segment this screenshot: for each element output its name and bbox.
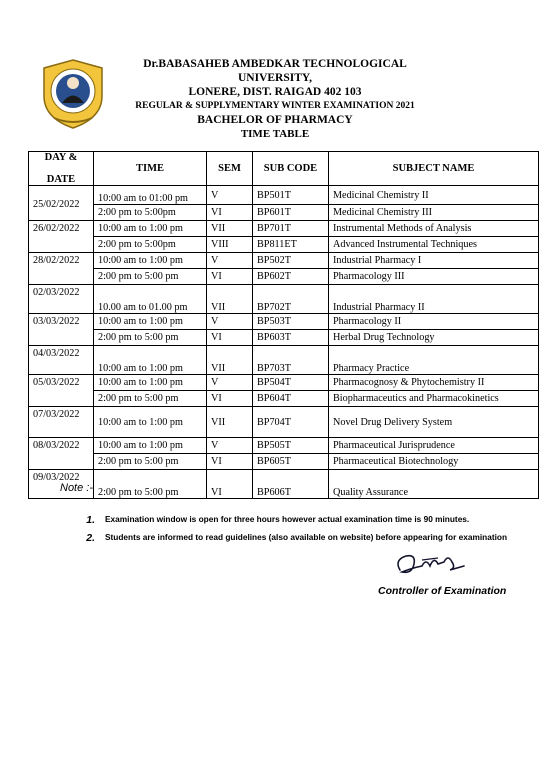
sem-cell: VI [207, 330, 253, 346]
date-cell: 25/02/2022 [29, 186, 94, 221]
table-row [29, 407, 539, 438]
sem-cell: VII [207, 285, 253, 314]
university-seal-icon [38, 58, 108, 130]
note-item [60, 532, 540, 544]
table-row [29, 186, 539, 205]
code-cell: BP604T [253, 391, 329, 407]
sem-cell: VII [207, 407, 253, 438]
code-cell: BP501T [253, 186, 329, 205]
time-cell: 10:00 am to 1:00 pm [94, 221, 207, 237]
date-cell: 05/03/2022 [29, 375, 94, 407]
code-cell: BP702T [253, 285, 329, 314]
date-cell: 02/03/2022 [29, 285, 94, 314]
subject-cell: Pharmacology III [329, 269, 539, 285]
date-cell: 04/03/2022 [29, 346, 94, 375]
document-header [110, 57, 440, 141]
table-row [29, 391, 539, 407]
subject-cell: Industrial Pharmacy II [329, 285, 539, 314]
code-cell: BP703T [253, 346, 329, 375]
date-cell: 07/03/2022 [29, 407, 94, 438]
signatory-title: Controller of Examination [378, 585, 507, 597]
exam-name: REGULAR & SUPPLYMENTARY WINTER EXAMINATION 2021 [135, 101, 415, 111]
code-cell: BP602T [253, 269, 329, 285]
sem-cell: V [207, 438, 253, 454]
code-cell: BP503T [253, 314, 329, 330]
code-cell: BP603T [253, 330, 329, 346]
note-item [60, 514, 540, 526]
sem-cell: V [207, 375, 253, 391]
table-row [29, 375, 539, 391]
subject-cell: Pharmacology II [329, 314, 539, 330]
header-sem: SEM [207, 152, 253, 186]
code-cell: BP605T [253, 454, 329, 470]
time-cell: 2:00 pm to 5:00 pm [94, 391, 207, 407]
university-address: LONERE, DIST. RAIGAD 402 103 [188, 86, 362, 98]
sem-cell: V [207, 186, 253, 205]
time-cell: 10:00 am to 1:00 pm [94, 346, 207, 375]
sem-cell: VI [207, 454, 253, 470]
timetable [28, 151, 539, 499]
table-row [29, 285, 539, 314]
university-name: Dr.BABASAHEB AMBEDKAR TECHNOLOGICAL UNIVERSITY, [143, 58, 407, 84]
subject-cell: Biopharmaceutics and Pharmacokinetics [329, 391, 539, 407]
table-row [29, 314, 539, 330]
course-name: BACHELOR OF PHARMACY [197, 114, 353, 126]
date-cell: 08/03/2022 [29, 438, 94, 470]
subject-cell: Advanced Instrumental Techniques [329, 237, 539, 253]
subject-cell: Herbal Drug Technology [329, 330, 539, 346]
code-cell: BP704T [253, 407, 329, 438]
header-day-date: DAY & DATE [29, 152, 94, 186]
time-cell: 2:00 pm to 5:00 pm [94, 330, 207, 346]
time-cell: 2:00 pm to 5:00pm [94, 205, 207, 221]
subject-cell: Industrial Pharmacy I [329, 253, 539, 269]
note-text: Examination window is open for three hours however actual examination time is 90 minutes. [105, 514, 470, 524]
time-cell: 10:00 am to 1:00 pm [94, 407, 207, 438]
sem-cell: VII [207, 346, 253, 375]
table-row [29, 346, 539, 375]
time-cell: 10.00 am to 01.00 pm [94, 285, 207, 314]
time-cell: 10:00 am to 1:00 pm [94, 438, 207, 454]
sem-cell: VI [207, 269, 253, 285]
note-number: 2. [86, 532, 95, 544]
date-cell: 26/02/2022 [29, 221, 94, 253]
subject-cell: Instrumental Methods of Analysis [329, 221, 539, 237]
time-cell: 10:00 am to 1:00 pm [94, 375, 207, 391]
table-row [29, 454, 539, 470]
subject-cell: Pharmaceutical Biotechnology [329, 454, 539, 470]
table-row [29, 253, 539, 269]
table-row [29, 237, 539, 253]
note-text: Students are informed to read guidelines (also available on website) before appearing for examination [105, 532, 508, 542]
notes-section [60, 482, 540, 550]
table-row [29, 330, 539, 346]
code-cell: BP811ET [253, 237, 329, 253]
table-row [29, 269, 539, 285]
sem-cell: V [207, 253, 253, 269]
time-cell: 10:00 am to 1:00 pm [94, 253, 207, 269]
table-header-row [29, 152, 539, 186]
table-row [29, 205, 539, 221]
code-cell: BP504T [253, 375, 329, 391]
header-sub-code: SUB CODE [253, 152, 329, 186]
time-cell: 10:00 am to 01:00 pm [94, 186, 207, 205]
sem-cell: VI [207, 205, 253, 221]
time-cell: 2:00 pm to 5:00pm [94, 237, 207, 253]
sem-cell: VII [207, 221, 253, 237]
note-number: 1. [86, 514, 95, 526]
subject-cell: Pharmacy Practice [329, 346, 539, 375]
subject-cell: Quality Assurance [329, 470, 539, 499]
sem-cell: VI [207, 391, 253, 407]
date-cell: 28/02/2022 [29, 253, 94, 285]
code-cell: BP505T [253, 438, 329, 454]
time-cell: 2:00 pm to 5:00 pm [94, 454, 207, 470]
date-cell: 09/03/2022 [29, 470, 94, 499]
code-cell: BP502T [253, 253, 329, 269]
sem-cell: VIII [207, 237, 253, 253]
subject-cell: Medicinal Chemistry III [329, 205, 539, 221]
table-row [29, 438, 539, 454]
time-cell: 2:00 pm to 5:00 pm [94, 269, 207, 285]
header-subject-name: SUBJECT NAME [329, 152, 539, 186]
code-cell: BP701T [253, 221, 329, 237]
sem-cell: V [207, 314, 253, 330]
sem-cell: VI [207, 470, 253, 499]
time-cell: 2:00 pm to 5:00 pm [94, 470, 207, 499]
code-cell: BP606T [253, 470, 329, 499]
date-cell: 03/03/2022 [29, 314, 94, 346]
code-cell: BP601T [253, 205, 329, 221]
header-time: TIME [94, 152, 207, 186]
subject-cell: Medicinal Chemistry II [329, 186, 539, 205]
handwritten-signature [392, 548, 472, 582]
document-title: TIME TABLE [240, 128, 310, 140]
subject-cell: Novel Drug Delivery System [329, 407, 539, 438]
subject-cell: Pharmaceutical Jurisprudence [329, 438, 539, 454]
table-row [29, 221, 539, 237]
notes-title: Note :- [60, 482, 94, 494]
time-cell: 10:00 am to 1:00 pm [94, 314, 207, 330]
subject-cell: Pharmacognosy & Phytochemistry II [329, 375, 539, 391]
